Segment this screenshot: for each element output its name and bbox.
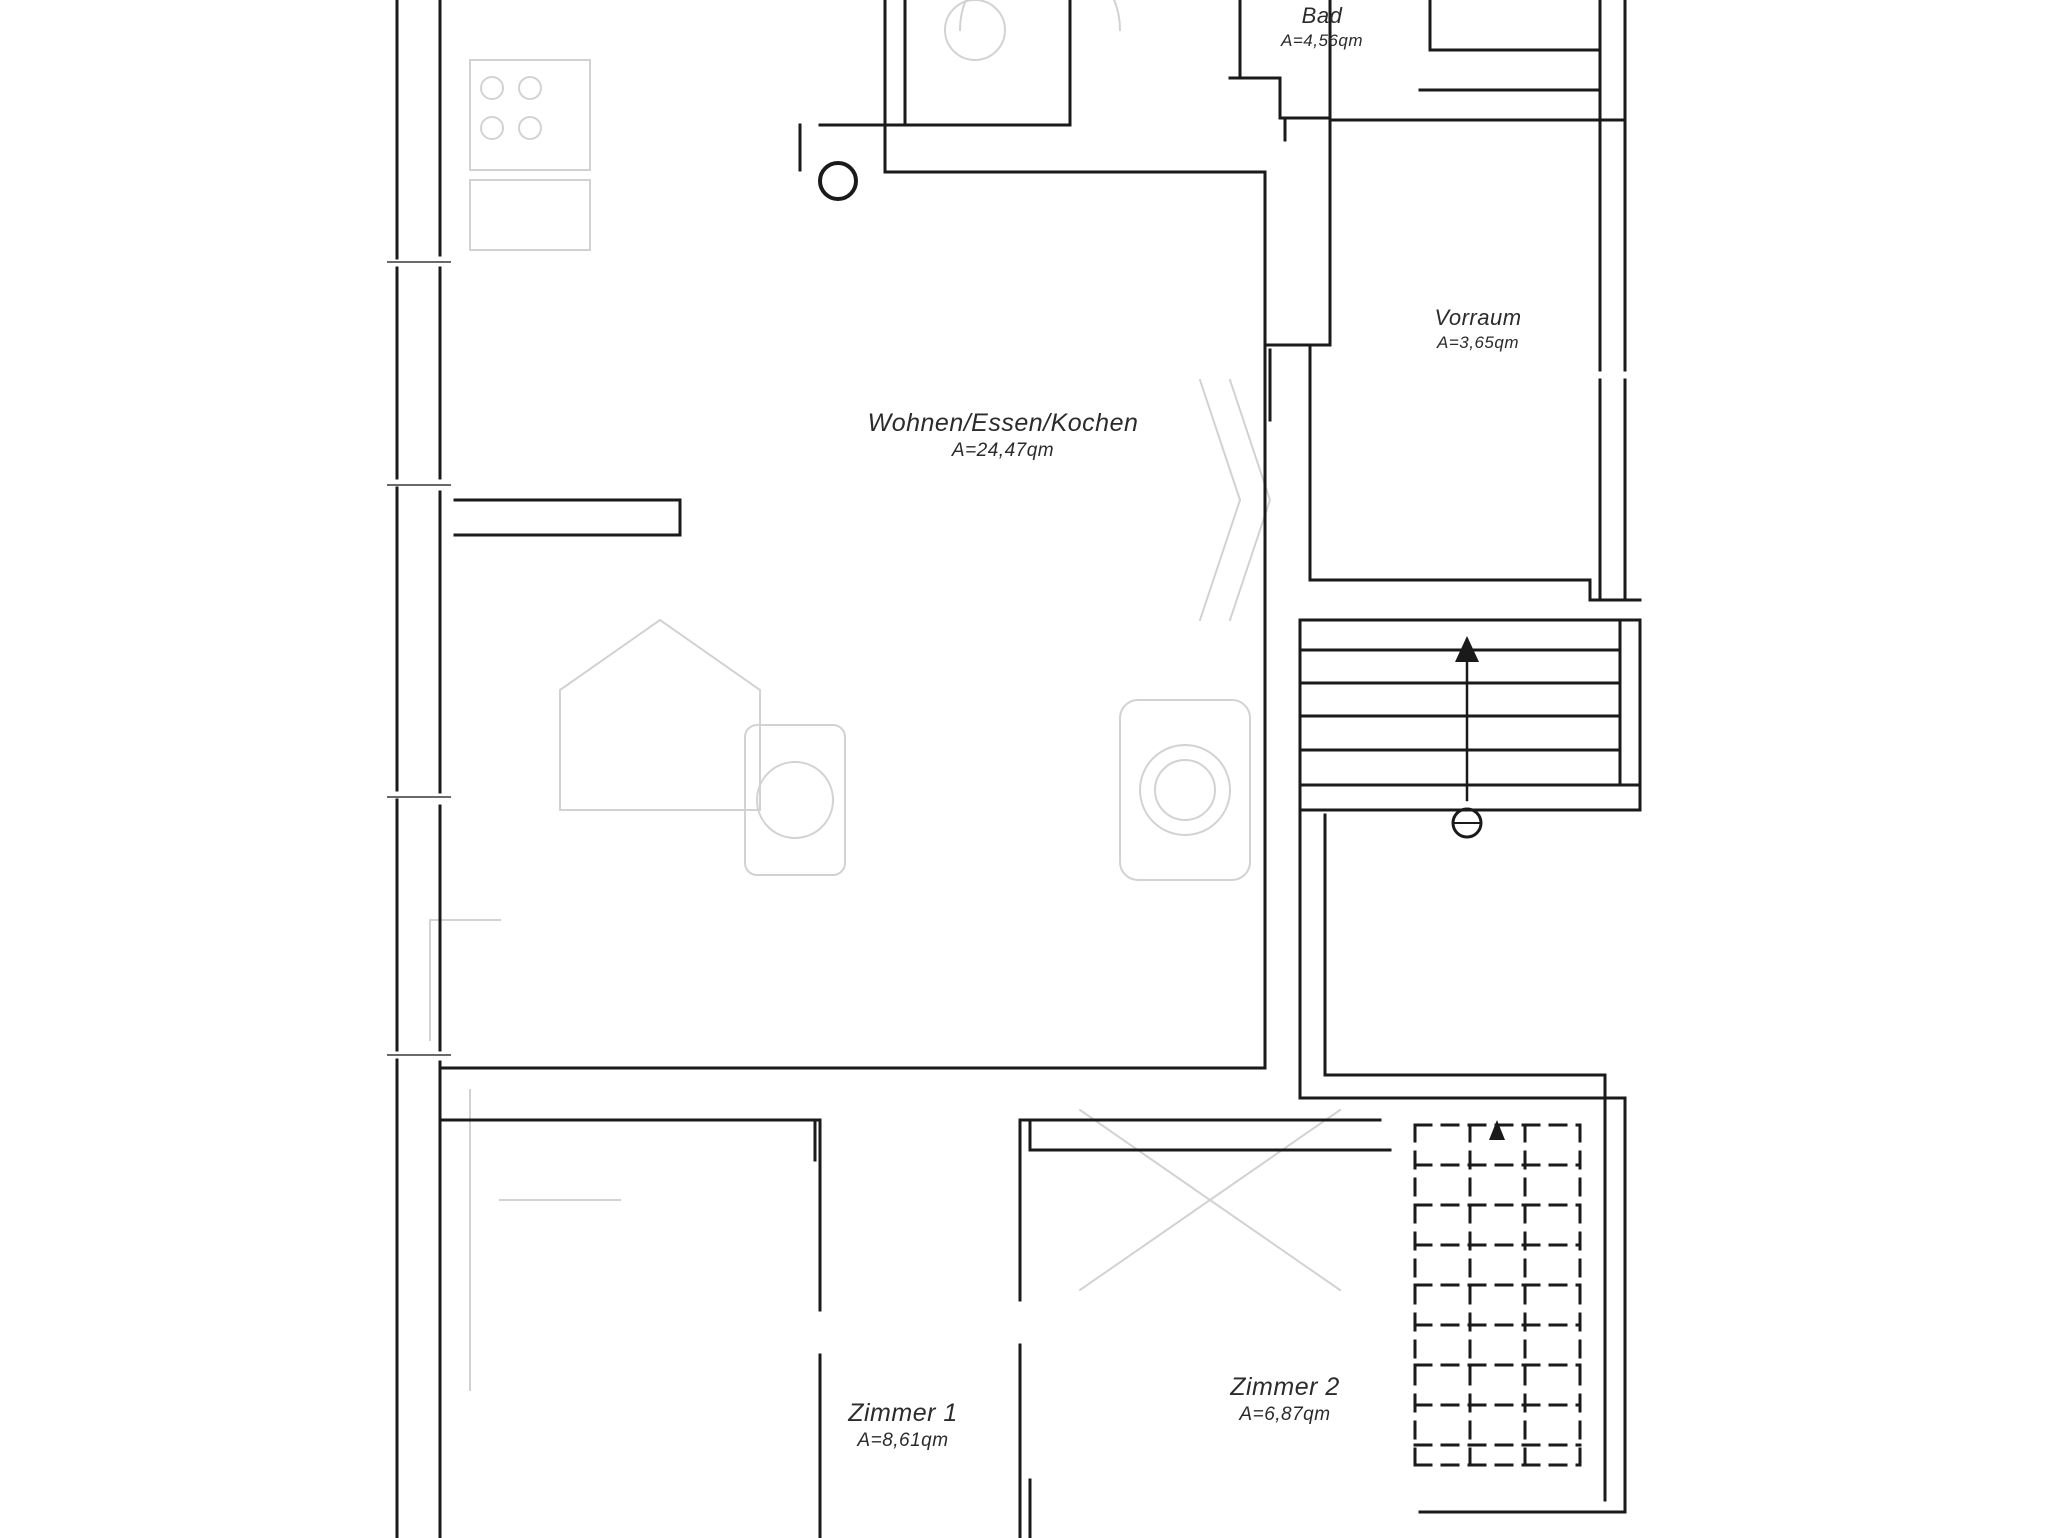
room-area: A=4,56qm [1281,30,1363,50]
room-label-bad [1281,2,1363,51]
room-name: Zimmer 2 [1230,1373,1340,1401]
room-area: A=3,65qm [1437,332,1519,352]
room-label-wohnen-essen-kochen [868,408,1139,463]
room-name: Wohnen/Essen/Kochen [867,409,1139,437]
room-area: A=6,87qm [1239,1404,1331,1426]
room-name: Vorraum [1434,305,1522,330]
room-area: A=8,61qm [857,1430,949,1452]
room-name: Bad [1301,3,1343,28]
room-label-zimmer-2 [1230,1372,1340,1427]
room-area: A=24,47qm [951,440,1055,462]
room-name: Zimmer 1 [848,1399,958,1427]
room-label-vorraum [1434,304,1521,353]
room-label-zimmer-1 [848,1398,958,1453]
